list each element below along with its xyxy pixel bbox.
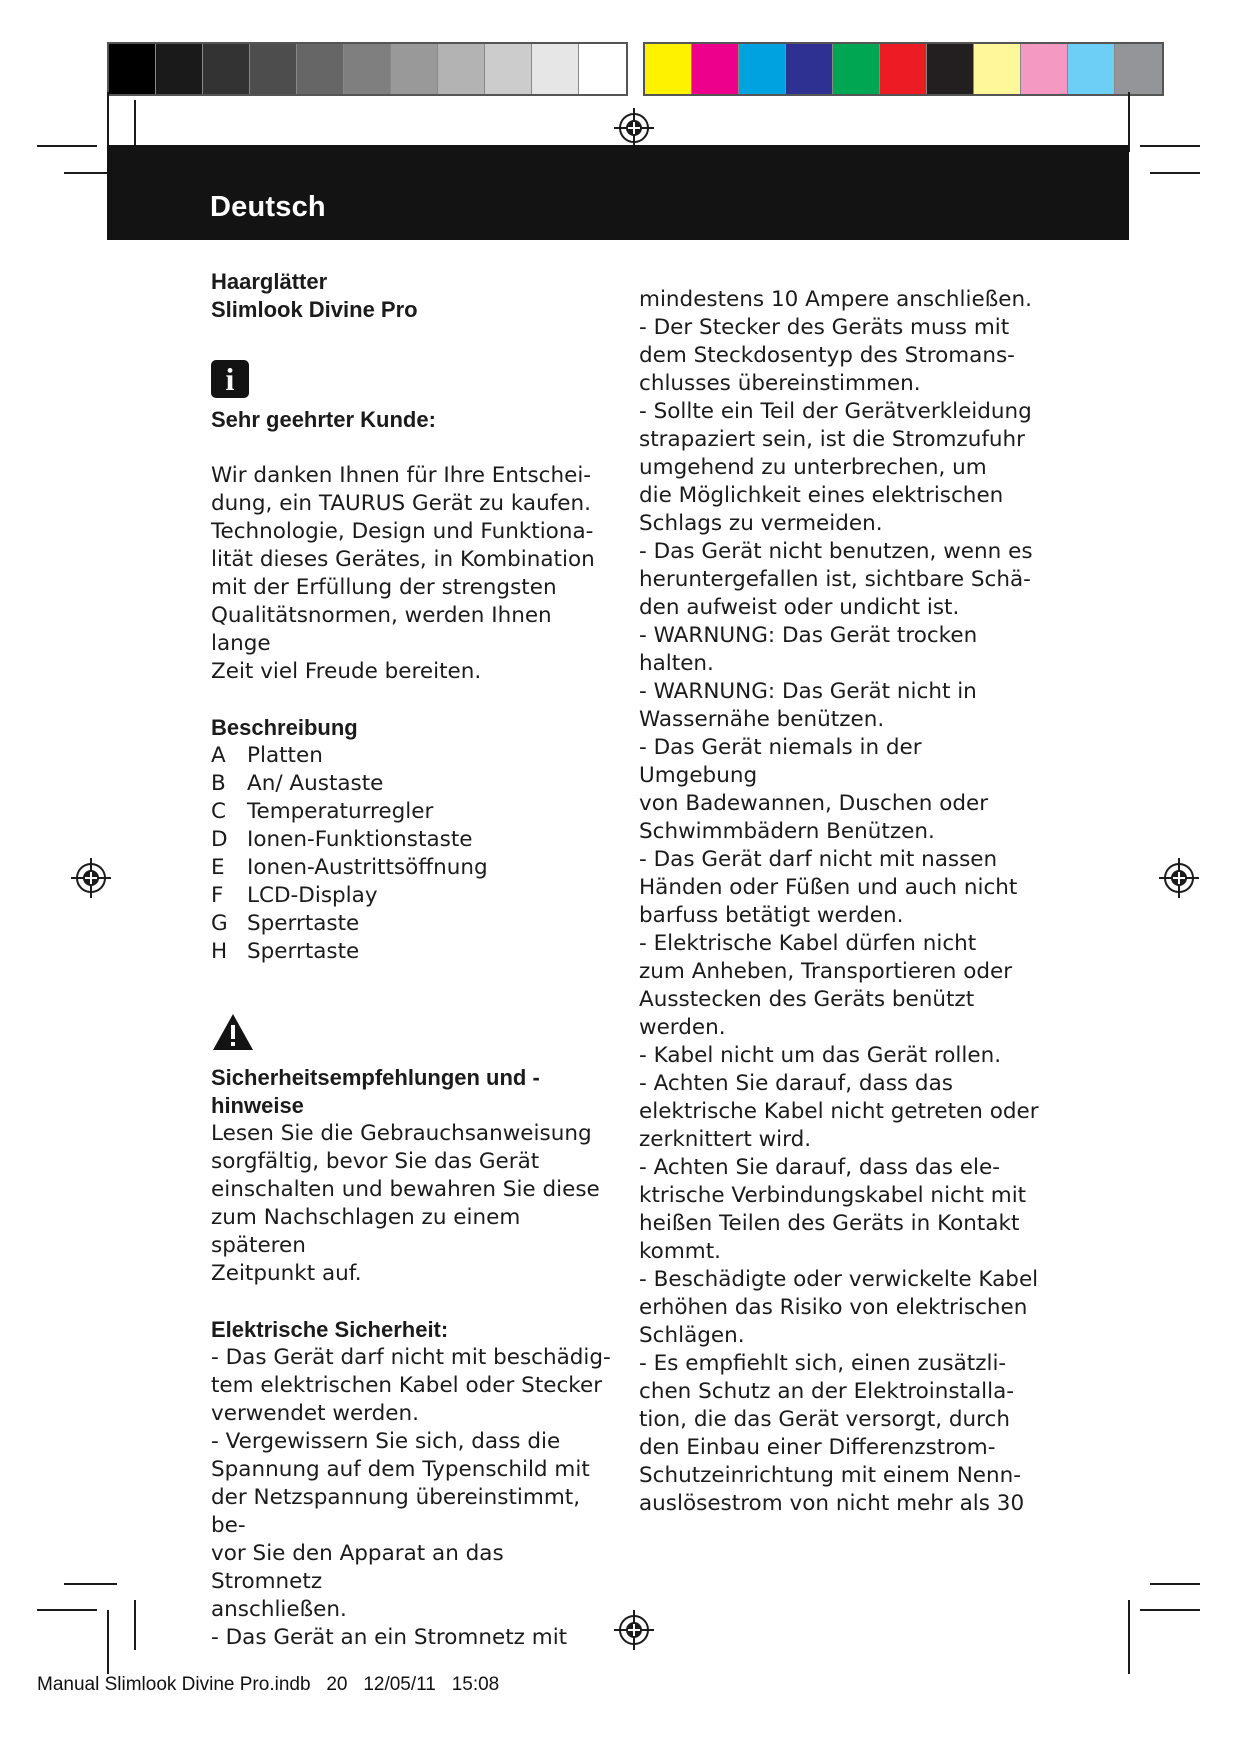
grayscale-color-bar [109, 44, 626, 94]
text-line: tem elektrischen Kabel oder Stecker [211, 1373, 603, 1398]
color-swatch [156, 44, 203, 94]
color-swatch [974, 44, 1021, 94]
text-line: chen Schutz an der Elektroinstalla- [639, 1379, 1015, 1404]
crop-mark [1150, 1583, 1200, 1585]
description-item-letter: D [211, 827, 228, 852]
registration-mark-icon [69, 856, 113, 900]
text-line: Spannung auf dem Typenschild mit [211, 1457, 590, 1482]
text-line: - Es empfiehlt sich, einen zusätzli- [639, 1351, 1007, 1376]
description-item-letter: F [211, 883, 224, 908]
text-line: - Kabel nicht um das Gerät rollen. [639, 1043, 1002, 1068]
text-line: - WARNUNG: Das Gerät nicht in [639, 679, 977, 704]
text-line: - Elektrische Kabel dürfen nicht [639, 931, 977, 956]
text-line: Zeit viel Freude bereiten. [211, 659, 482, 684]
description-item-letter: H [211, 939, 228, 964]
text-line: dem Steckdosentyp des Stromans- [639, 343, 1015, 368]
print-slug: Manual Slimlook Divine Pro.indb 20 12/05/11 15:08 [37, 1674, 500, 1695]
description-item-label: Sperrtaste [247, 939, 360, 964]
text-line: Zeitpunkt auf. [211, 1261, 362, 1286]
color-swatch [203, 44, 250, 94]
text-line: - Das Gerät niemals in der Umgebung [639, 735, 922, 788]
color-swatch [1115, 44, 1162, 94]
description-item-letter: A [211, 743, 226, 768]
text-line: Händen oder Füßen und auch nicht [639, 875, 1018, 900]
color-swatch [485, 44, 532, 94]
text-line: verwendet werden. [211, 1401, 419, 1426]
text-line: - Das Gerät nicht benutzen, wenn es [639, 539, 1033, 564]
registration-mark-icon [612, 106, 656, 150]
text-line: werden. [639, 1015, 726, 1040]
text-line: den Einbau einer Differenzstrom- [639, 1435, 996, 1460]
color-swatch [250, 44, 297, 94]
color-swatch [692, 44, 739, 94]
color-swatch [645, 44, 692, 94]
color-swatch [579, 44, 626, 94]
description-item-label: Temperaturregler [247, 799, 434, 824]
text-line: zerknittert wird. [639, 1127, 812, 1152]
text-line: Schutzeinrichtung mit einem Nenn- [639, 1463, 1022, 1488]
color-swatch [532, 44, 579, 94]
text-line: - Sollte ein Teil der Gerätverkleidung [639, 399, 1032, 424]
safety-paragraph [211, 1120, 611, 1288]
text-line: zum Anheben, Transportieren oder [639, 959, 1013, 984]
description-item-letter: G [211, 911, 228, 936]
text-line: mit der Erfüllung der strengsten [211, 575, 557, 600]
crop-mark [107, 92, 109, 152]
description-item-letter: C [211, 799, 227, 824]
text-line: dung, ein TAURUS Gerät zu kaufen. [211, 491, 591, 516]
text-line: ktrische Verbindungskabel nicht mit [639, 1183, 1027, 1208]
warning-triangle-icon [211, 1012, 255, 1052]
text-line: - Achten Sie darauf, dass das ele- [639, 1155, 1000, 1180]
description-list [211, 742, 611, 966]
color-swatch [880, 44, 927, 94]
info-icon: i [211, 360, 249, 398]
safety-heading: Sicherheitsempfehlungen und -hinweise [211, 1065, 540, 1118]
text-line: Schlägen. [639, 1323, 745, 1348]
crop-mark [1128, 1600, 1130, 1674]
text-line: - Vergewissern Sie sich, dass die [211, 1429, 561, 1454]
text-line: strapaziert sein, ist die Stromzufuhr [639, 427, 1025, 452]
text-line: umgehend zu unterbrechen, um [639, 455, 987, 480]
text-line: barfuss betätigt werden. [639, 903, 904, 928]
text-line: - Achten Sie darauf, dass das [639, 1071, 953, 1096]
electrical-safety-text [211, 1344, 611, 1652]
color-swatch [344, 44, 391, 94]
text-line: vor Sie den Apparat an das Stromnetz [211, 1541, 504, 1594]
description-item [211, 882, 611, 910]
crop-mark [64, 1583, 117, 1585]
process-color-bar [645, 44, 1162, 94]
intro-paragraph [211, 462, 611, 686]
description-item [211, 910, 611, 938]
product-name-line1: Haarglätter [211, 269, 328, 294]
description-item [211, 826, 611, 854]
text-line: chlusses übereinstimmen. [639, 371, 921, 396]
text-line: Ausstecken des Geräts benützt [639, 987, 975, 1012]
text-line: der Netzspannung übereinstimmt, be- [211, 1485, 581, 1538]
text-line: Wir danken Ihnen für Ihre Entschei- [211, 463, 592, 488]
color-swatch [833, 44, 880, 94]
color-swatch [438, 44, 485, 94]
text-line: halten. [639, 651, 714, 676]
text-line: zum Nachschlagen zu einem späteren [211, 1205, 521, 1258]
crop-mark [134, 1600, 136, 1650]
text-line: - Das Gerät darf nicht mit beschädig- [211, 1345, 611, 1370]
text-line: die Möglichkeit eines elektrischen [639, 483, 1004, 508]
text-line: einschalten und bewahren Sie diese [211, 1177, 600, 1202]
color-swatch [739, 44, 786, 94]
text-line: heruntergefallen ist, sichtbare Schä- [639, 567, 1031, 592]
description-item [211, 770, 611, 798]
text-line: erhöhen das Risiko von elektrischen [639, 1295, 1028, 1320]
color-swatch [1021, 44, 1068, 94]
crop-mark [37, 145, 97, 147]
color-swatch [786, 44, 833, 94]
text-line: Schwimmbädern Benützen. [639, 819, 935, 844]
description-item [211, 938, 611, 966]
text-line: Qualitätsnormen, werden Ihnen lange [211, 603, 552, 656]
text-line: elektrische Kabel nicht getreten oder [639, 1099, 1039, 1124]
text-line: Lesen Sie die Gebrauchsanweisung [211, 1121, 592, 1146]
color-swatch [927, 44, 974, 94]
description-item-label: LCD-Display [247, 883, 378, 908]
text-line: tion, die das Gerät versorgt, durch [639, 1407, 1011, 1432]
description-item-label: An/ Austaste [247, 771, 384, 796]
crop-mark [1140, 145, 1200, 147]
text-line: anschließen. [211, 1597, 347, 1622]
greeting-heading: Sehr geehrter Kunde: [211, 407, 436, 432]
description-item-label: Platten [247, 743, 323, 768]
crop-mark [1150, 172, 1200, 174]
electrical-safety-heading: Elektrische Sicherheit: [211, 1317, 449, 1342]
text-line: lität dieses Gerätes, in Kombination [211, 547, 595, 572]
text-line: Schlags zu vermeiden. [639, 511, 883, 536]
description-item [211, 742, 611, 770]
language-title: Deutsch [210, 191, 326, 223]
product-name-line2: Slimlook Divine Pro [211, 297, 418, 322]
crop-mark [107, 1610, 109, 1674]
description-item-label: Ionen-Austrittsöffnung [247, 855, 488, 880]
right-column [639, 286, 1039, 1518]
text-line: sorgfältig, bevor Sie das Gerät [211, 1149, 540, 1174]
text-line: - WARNUNG: Das Gerät trocken [639, 623, 978, 648]
text-line: heißen Teilen des Geräts in Kontakt [639, 1211, 1020, 1236]
registration-mark-icon [1157, 856, 1201, 900]
description-item [211, 798, 611, 826]
language-banner [107, 145, 1129, 240]
color-swatch [391, 44, 438, 94]
text-line: Wassernähe benützen. [639, 707, 885, 732]
description-item [211, 854, 611, 882]
text-line: kommt. [639, 1239, 721, 1264]
text-line: - Beschädigte oder verwickelte Kabel [639, 1267, 1039, 1292]
color-swatch [1068, 44, 1115, 94]
crop-mark [37, 1609, 97, 1611]
description-item-label: Sperrtaste [247, 911, 360, 936]
description-item-label: Ionen-Funktionstaste [247, 827, 473, 852]
text-line: Technologie, Design und Funktiona- [211, 519, 594, 544]
color-swatch [109, 44, 156, 94]
color-swatch [297, 44, 344, 94]
text-line: auslösestrom von nicht mehr als 30 [639, 1491, 1025, 1516]
crop-mark [1140, 1609, 1200, 1611]
description-item-letter: B [211, 771, 226, 796]
text-line: von Badewannen, Duschen oder [639, 791, 989, 816]
text-line: mindestens 10 Ampere anschließen. [639, 287, 1032, 312]
description-item-letter: E [211, 855, 225, 880]
description-heading: Beschreibung [211, 715, 358, 740]
registration-mark-icon [612, 1608, 656, 1652]
text-line: - Das Gerät an ein Stromnetz mit [211, 1625, 568, 1650]
text-line: - Das Gerät darf nicht mit nassen [639, 847, 998, 872]
text-line: den aufweist oder undicht ist. [639, 595, 960, 620]
left-column [211, 268, 611, 1652]
crop-mark [1128, 92, 1130, 152]
text-line: - Der Stecker des Geräts muss mit [639, 315, 1010, 340]
